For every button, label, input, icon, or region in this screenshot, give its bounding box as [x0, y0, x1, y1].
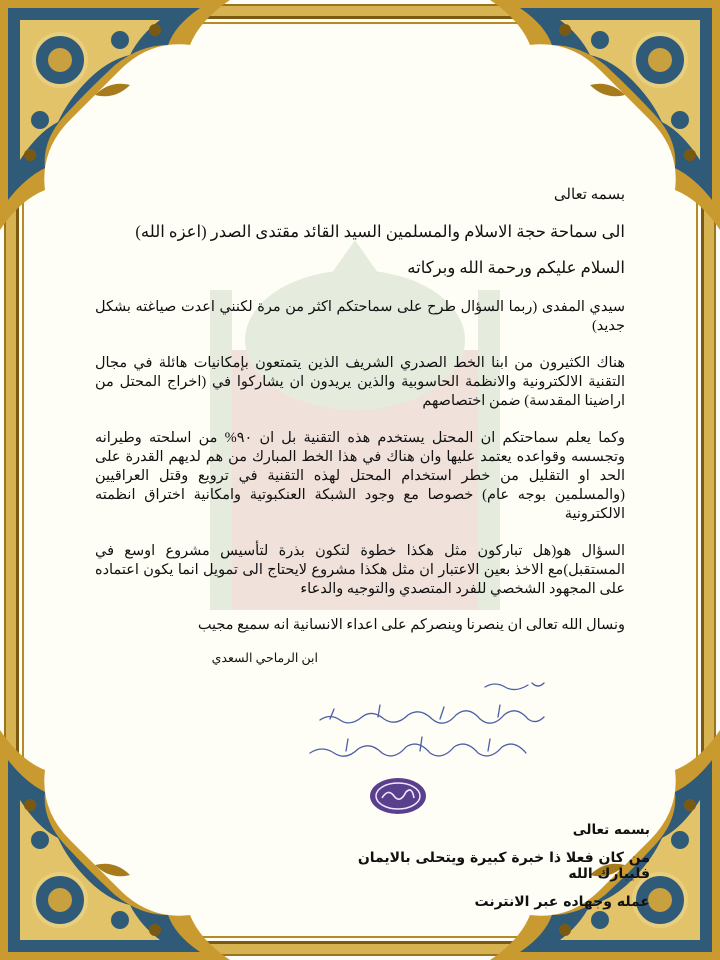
letter-closing: ونسال الله تعالى ان ينصرنا وينصركم على اعداء الانسانية انه سميع مجيب	[197, 617, 625, 633]
letter-paragraph: سيدي المفدى (ربما السؤال طرح على سماحتكم اكثر من مرة لكنني اعدت صياغته بشكل جديد)	[95, 299, 625, 334]
letter-body	[95, 185, 625, 652]
corner-ornament-icon	[0, 730, 230, 960]
letter-paragraph: هناك الكثيرون من ابنا الخط الصدري الشريف الذين يتمتعون بإمكانيات هائلة في مجال التقنية الالكترونية والانظمة الحاسوبية والذين يريدون ان يشاركوا في (اخراج المحتل من اراضينا المقدسة) ضمن اختصاصهم	[95, 355, 625, 409]
letter-signature: ابن الرماحي السعدي	[211, 651, 318, 665]
seal-stamp-icon	[368, 776, 428, 816]
reply-basmala: بسمه تعالى	[572, 822, 650, 838]
letter-paragraph: السؤال هو(هل تباركون مثل هكذا خطوة لتكون بذرة لتأسيس مشروع اوسع في المستقبل)مع الاخذ بعين الاعتبار ان مثل هكذا مشروع لايحتاج الى تمويل انما يكون اعتماده على المجهود الشخصي للفرد المتصدي والتوجيه والدعاء	[95, 543, 625, 597]
letter-basmala: بسمه تعالى	[553, 187, 625, 203]
letter-addressee: الى سماحة حجة الاسلام والمسلمين السيد القائد مقتدى الصدر (اعزه الله)	[135, 222, 625, 241]
reply-line: من كان فعلا ذا خبرة كبيرة ويتحلى بالايمان فليبارك الله	[357, 850, 650, 882]
handwritten-reply-icon	[300, 675, 560, 775]
letter-greeting: السلام عليكم ورحمة الله وبركاته	[407, 258, 625, 277]
reply-typed	[320, 822, 650, 910]
reply-line: عمله وجهاده عبر الانترنت	[474, 894, 650, 910]
letter-paragraph: وكما يعلم سماحتكم ان المحتل يستخدم هذه التقنية بل ان ٩٠% من اسلحته وطيرانه وتجسسه وقواعده يعتمد عليها وان هناك في هذا الخط المبارك من هم لديهم القدرة على الحد او التقليل من خطر استخدام المحتل لهذه التقنية في ترويع وقتل العراقيين (والمسلمين بوجه عام) خصوصا مع وجود الشبكة العنكبوتية وامكانية اختراق انظمته الالكترونية	[95, 430, 625, 522]
